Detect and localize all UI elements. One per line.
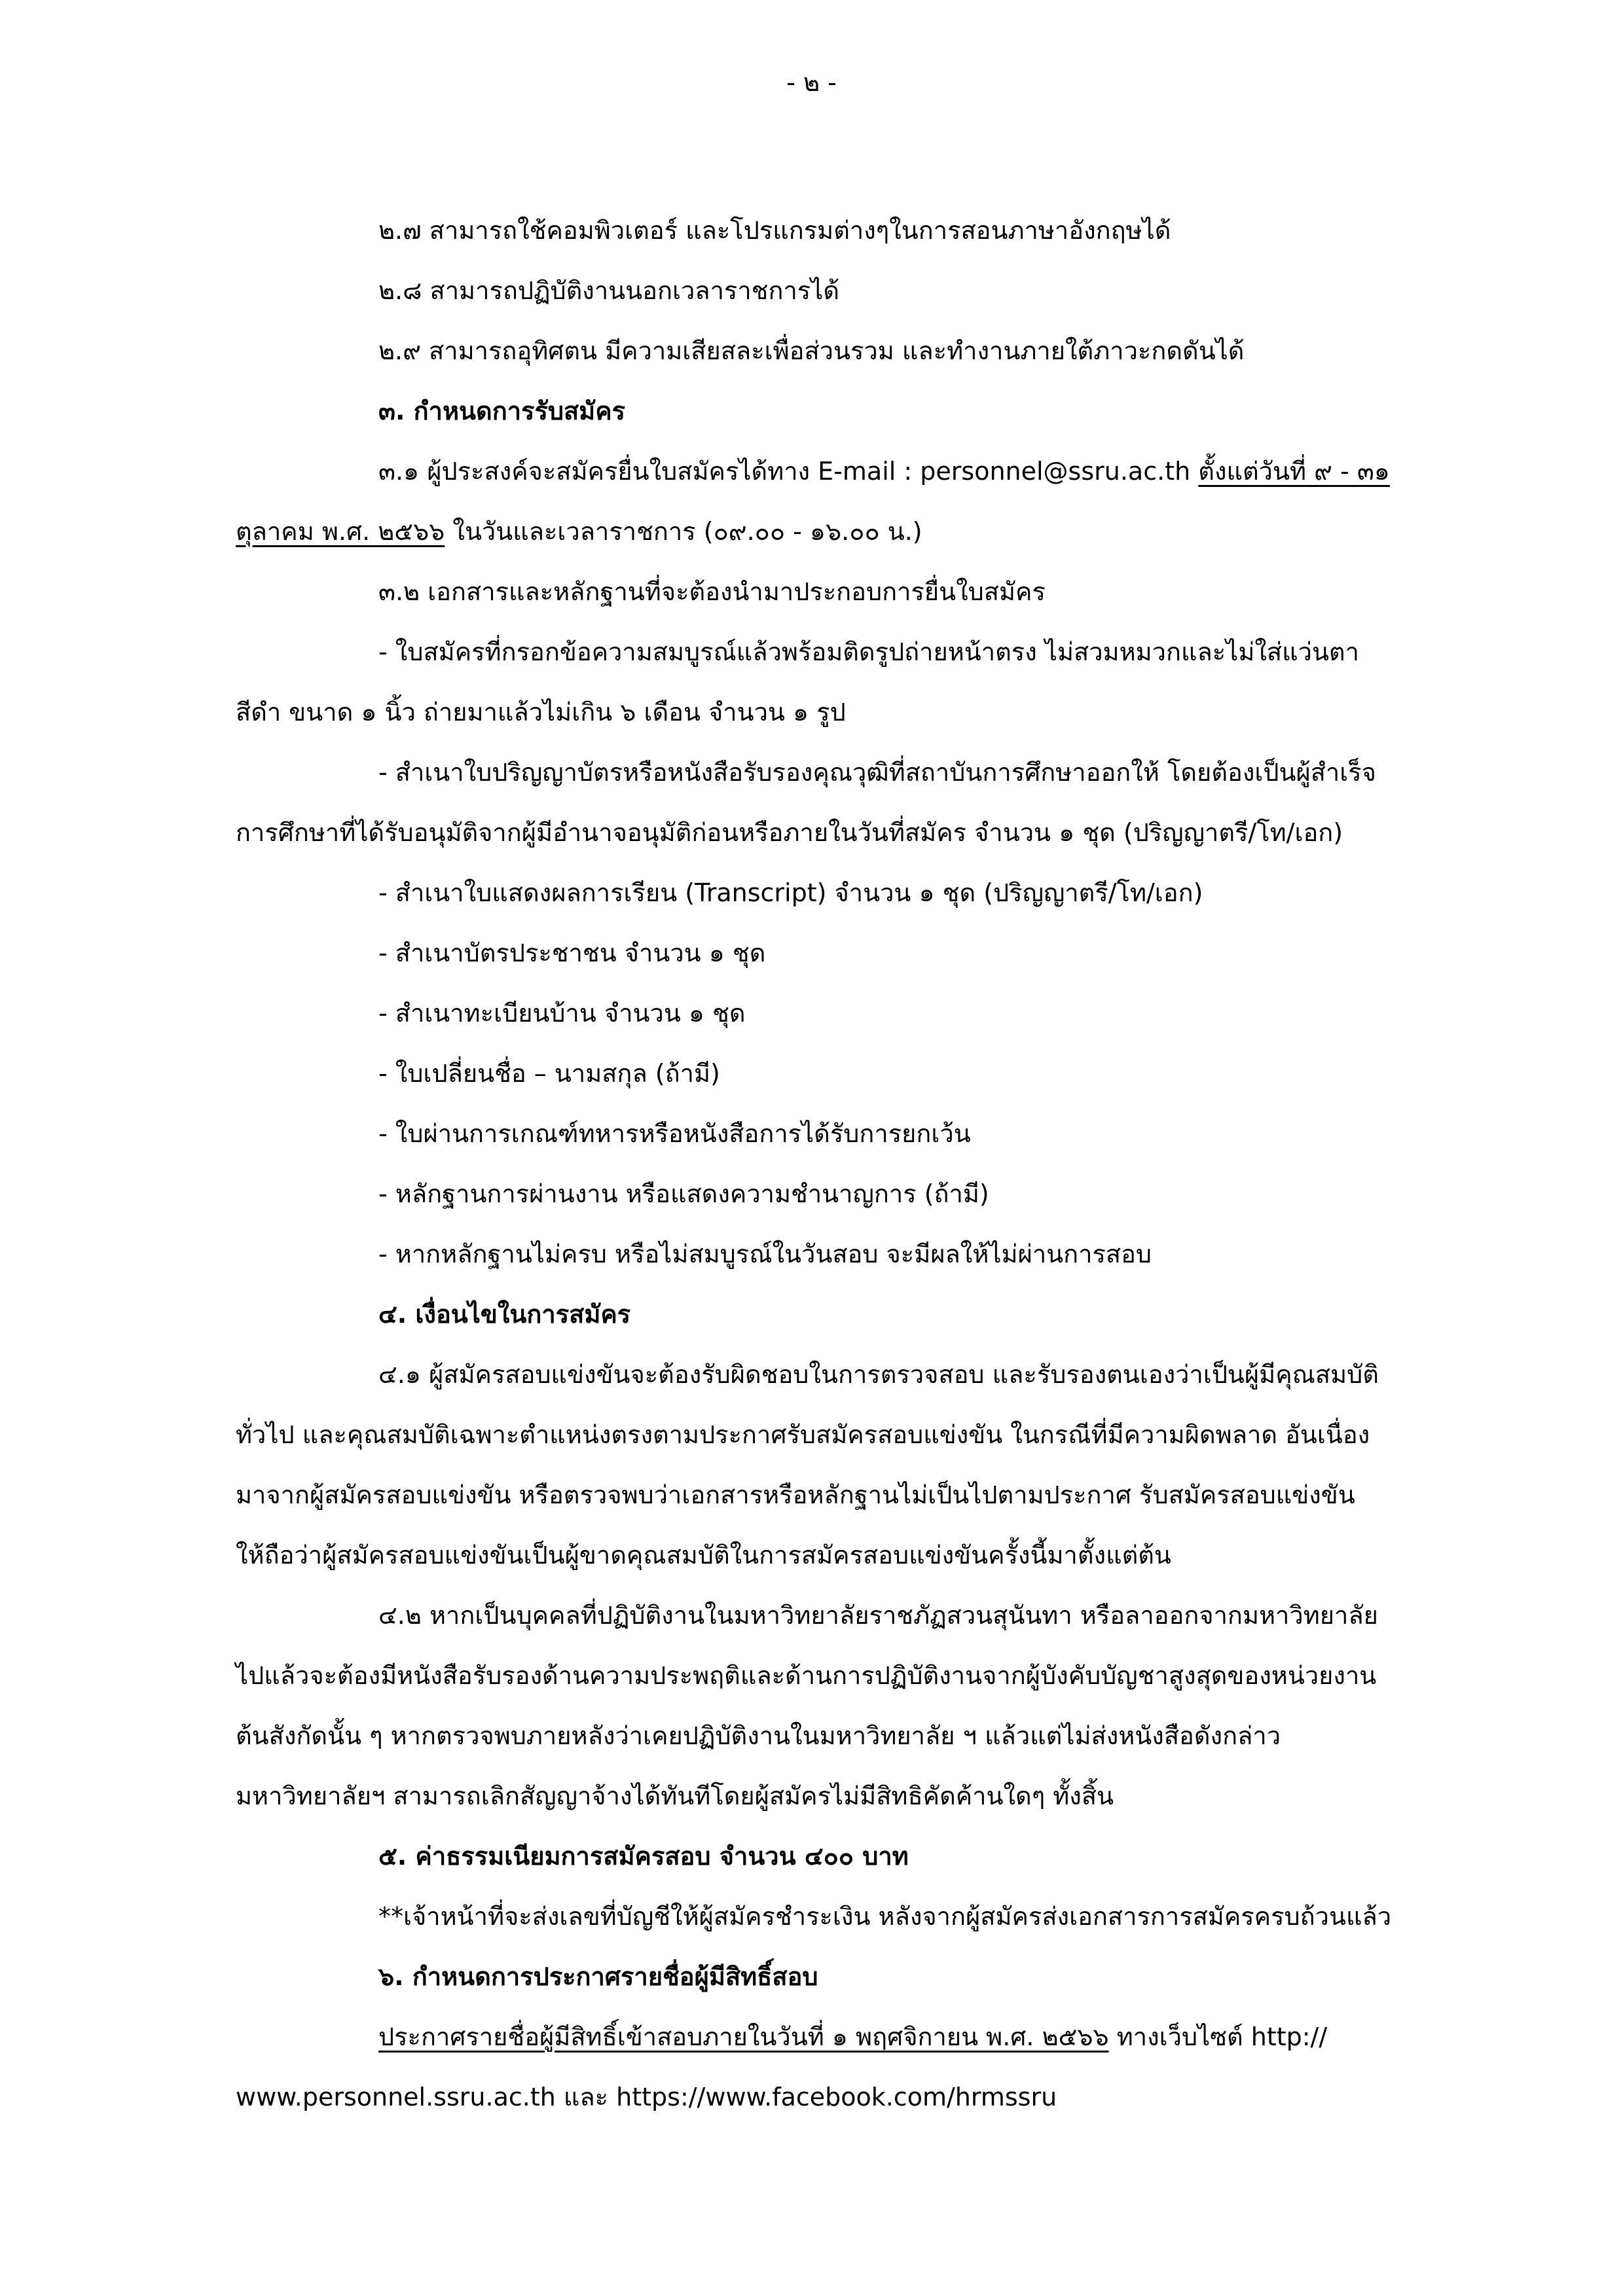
document-item-2-line-1: - สำเนาใบปริญญาบัตรหรือหนังสือรับรองคุณวุฒิที่สถาบันการศึกษาออกให้ โดยต้องเป็นผู้สำเร็จ bbox=[378, 758, 1376, 787]
paragraph-3-2: ๓.๒ เอกสารและหลักฐานที่จะต้องนำมาประกอบการยื่นใบสมัคร bbox=[378, 577, 1046, 606]
qualification-2-8: ๒.๘ สามารถปฏิบัติงานนอกเวลาราชการได้ bbox=[378, 276, 840, 305]
paragraph-4-2-line-4: มหาวิทยาลัยฯ สามารถเลิกสัญญาจ้างได้ทันทีโดยผู้สมัครไม่มีสิทธิคัดค้านใดๆ ทั้งสิ้น bbox=[236, 1782, 1114, 1810]
fee-payment-note: **เจ้าหน้าที่จะส่งเลขที่บัญชีให้ผู้สมัครชำระเงิน หลังจากผู้สมัครส่งเอกสารการสมัครครบถ้วนแล้ว bbox=[378, 1902, 1392, 1931]
paragraph-4-1-line-1: ๔.๑ ผู้สมัครสอบแข่งขันจะต้องรับผิดชอบในการตรวจสอบ และรับรองตนเองว่าเป็นผู้มีคุณสมบัติ bbox=[378, 1360, 1379, 1389]
application-period-start: ตั้งแต่วันที่ ๙ - ๓๑ bbox=[1198, 457, 1390, 486]
paragraph-4-2-line-3: ต้นสังกัดนั้น ๆ หากตรวจพบภายหลังว่าเคยปฏิบัติงานในมหาวิทยาลัย ฯ แล้วแต่ไม่ส่งหนังสือดังกล่าว bbox=[236, 1721, 1281, 1750]
document-item-1-line-2: สีดำ ขนาด ๑ นิ้ว ถ่ายมาแล้วไม่เกิน ๖ เดือน จำนวน ๑ รูป bbox=[236, 698, 846, 726]
paragraph-6-line-2: www.personnel.ssru.ac.th และ https://www.facebook.com/hrmssru bbox=[236, 2083, 1057, 2111]
section-3-heading: ๓. กำหนดการรับสมัคร bbox=[378, 397, 626, 425]
paragraph-4-2-line-1: ๔.๒ หากเป็นบุคคลที่ปฏิบัติงานในมหาวิทยาลัยราชภัฏสวนสุนันทา หรือลาออกจากมหาวิทยาลัย bbox=[378, 1601, 1378, 1630]
document-item-9: - หากหลักฐานไม่ครบ หรือไม่สมบูรณ์ในวันสอบ จะมีผลให้ไม่ผ่านการสอบ bbox=[378, 1240, 1152, 1268]
section-4-heading: ๔. เงื่อนไขในการสมัคร bbox=[378, 1300, 631, 1329]
paragraph-3-1-line-2 bbox=[236, 514, 1480, 548]
application-period-end: ตุลาคม พ.ศ. ๒๕๖๖ bbox=[236, 517, 445, 546]
office-hours-text: ในวันและเวลาราชการ (๐๙.๐๐ - ๑๖.๐๐ น.) bbox=[445, 517, 922, 546]
document-item-6: - ใบเปลี่ยนชื่อ – นามสกุล (ถ้ามี) bbox=[378, 1059, 720, 1088]
paragraph-3-1-line-1 bbox=[378, 454, 1491, 488]
page-number: - ๒ - bbox=[786, 68, 837, 97]
document-item-7: - ใบผ่านการเกณฑ์ทหารหรือหนังสือการได้รับการยกเว้น bbox=[378, 1119, 971, 1148]
paragraph-4-1-line-3: มาจากผู้สมัครสอบแข่งขัน หรือตรวจพบว่าเอกสารหรือหลักฐานไม่เป็นไปตามประกาศ รับสมัครสอบแข่งขัน bbox=[236, 1480, 1355, 1509]
document-item-5: - สำเนาทะเบียนบ้าน จำนวน ๑ ชุด bbox=[378, 999, 746, 1028]
section-6-heading: ๖. กำหนดการประกาศรายชื่อผู้มีสิทธิ์สอบ bbox=[378, 1962, 818, 1991]
document-item-1-line-1: - ใบสมัครที่กรอกข้อความสมบูรณ์แล้วพร้อมติดรูปถ่ายหน้าตรง ไม่สวมหมวกและไม่ใส่แว่นตา bbox=[378, 637, 1359, 666]
paragraph-3-1-text: ๓.๑ ผู้ประสงค์จะสมัครยื่นใบสมัครได้ทาง E-mail : personnel@ssru.ac.th bbox=[378, 457, 1199, 486]
section-5-heading: ๕. ค่าธรรมเนียมการสมัครสอบ จำนวน ๔๐๐ บาท bbox=[378, 1842, 909, 1871]
qualification-2-9: ๒.๙ สามารถอุทิศตน มีความเสียสละเพื่อส่วนรวม และทำงานภายใต้ภาวะกดดันได้ bbox=[378, 336, 1245, 365]
document-item-4: - สำเนาบัตรประชาชน จำนวน ๑ ชุด bbox=[378, 939, 766, 967]
announcement-date: ประกาศรายชื่อผู้มีสิทธิ์เข้าสอบภายในวันที่ ๑ พฤศจิกายน พ.ศ. ๒๕๖๖ bbox=[378, 2022, 1109, 2051]
paragraph-6-line-1 bbox=[378, 2020, 1491, 2054]
paragraph-4-1-line-4: ให้ถือว่าผู้สมัครสอบแข่งขันเป็นผู้ขาดคุณสมบัติในการสมัครสอบแข่งขันครั้งนี้มาตั้งแต่ต้น bbox=[236, 1541, 1171, 1570]
document-item-2-line-2: การศึกษาที่ได้รับอนุมัติจากผู้มีอำนาจอนุมัติก่อนหรือภายในวันที่สมัคร จำนวน ๑ ชุด (ปริญญาตรี/โท/เอก) bbox=[236, 818, 1343, 847]
document-item-3: - สำเนาใบแสดงผลการเรียน (Transcript) จำนวน ๑ ชุด (ปริญญาตรี/โท/เอก) bbox=[378, 878, 1203, 907]
paragraph-4-1-line-2: ทั่วไป และคุณสมบัติเฉพาะตำแหน่งตรงตามประกาศรับสมัครสอบแข่งขัน ในกรณีที่มีความผิดพลาด อันเนื่อง bbox=[236, 1420, 1370, 1449]
document-item-8: - หลักฐานการผ่านงาน หรือแสดงความชำนาญการ (ถ้ามี) bbox=[378, 1179, 989, 1208]
paragraph-4-2-line-2: ไปแล้วจะต้องมีหนังสือรับรองด้านความประพฤติและด้านการปฏิบัติงานจากผู้บังคับบัญชาสูงสุดของหน่วยงาน bbox=[236, 1661, 1377, 1690]
website-text: ทางเว็บไซต์ http:// bbox=[1108, 2022, 1328, 2051]
qualification-2-7: ๒.๗ สามารถใช้คอมพิวเตอร์ และโปรแกรมต่างๆในการสอนภาษาอังกฤษได้ bbox=[378, 216, 1171, 245]
